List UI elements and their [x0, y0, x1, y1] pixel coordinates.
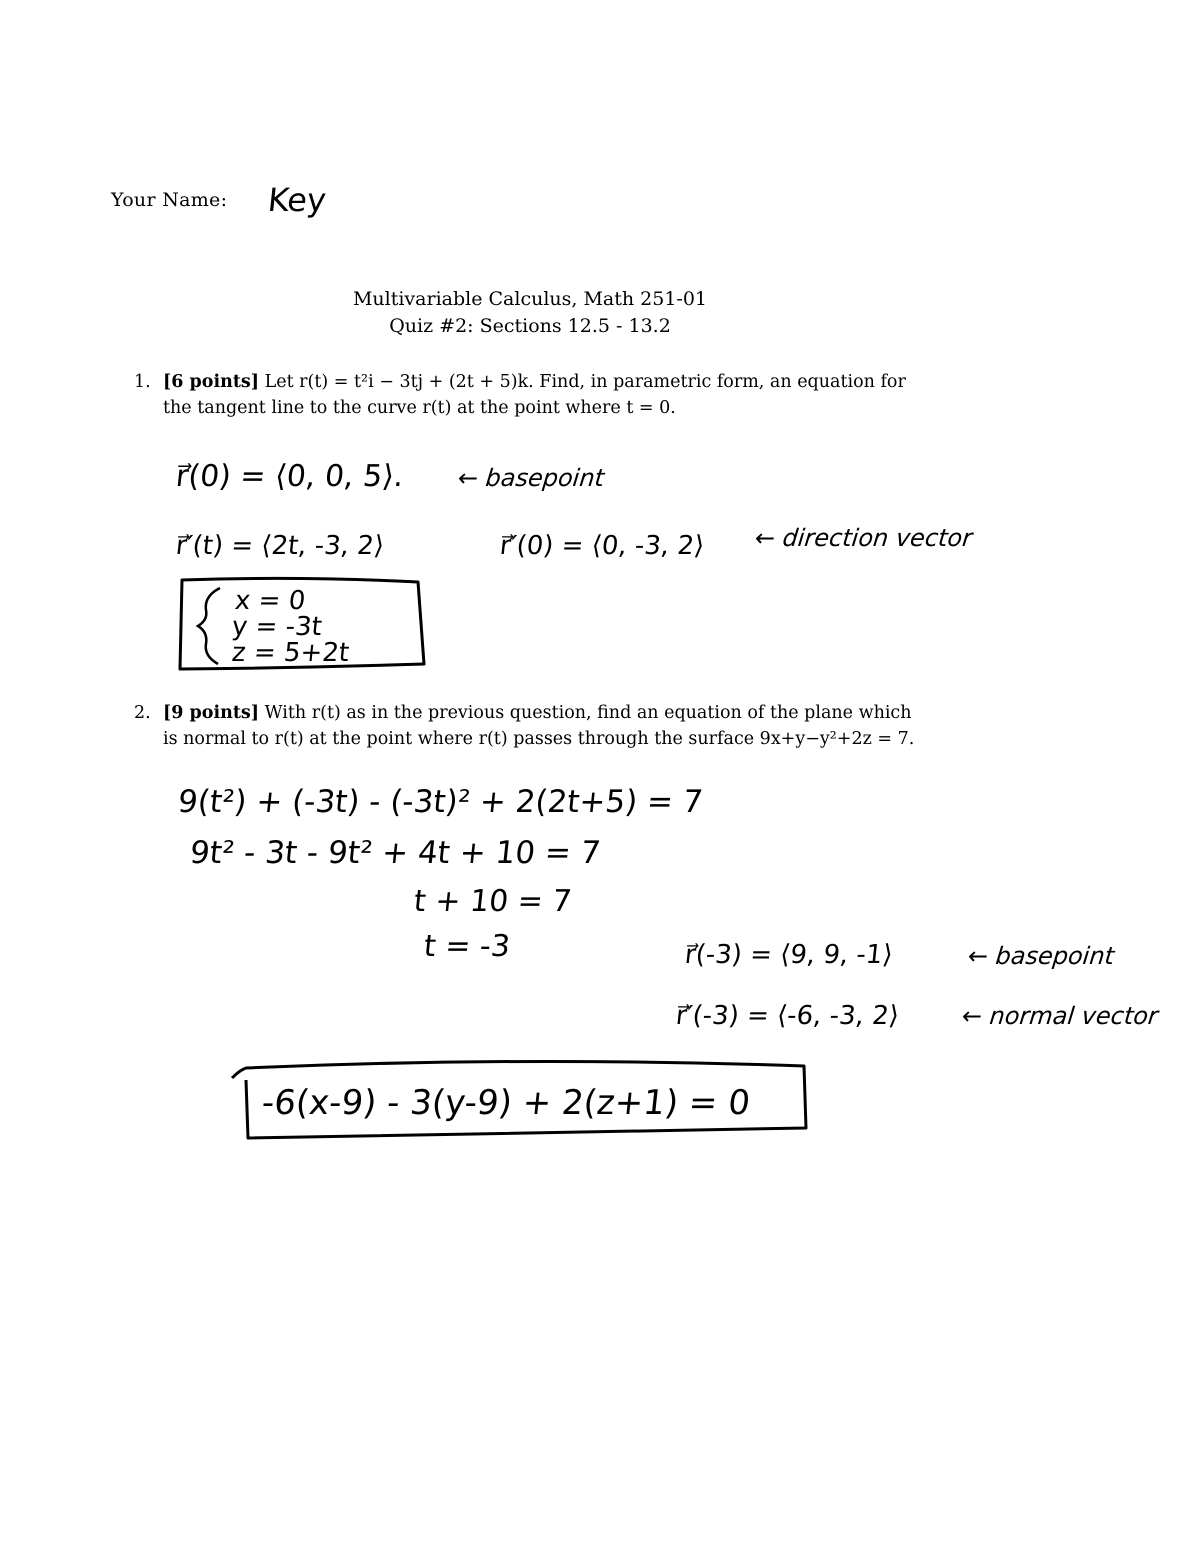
problem-1-text-2: the tangent line to the curve r(t) at the point where t = 0. [163, 398, 676, 418]
solution-1-eq-z: z = 5+2t [230, 638, 351, 668]
solution-1-rprime0: r⃗′(0) = ⟨0, -3, 2⟩ [498, 531, 706, 561]
solution-1-eq-y: y = -3t [230, 612, 324, 642]
solution-2-r-m3-note: ← basepoint [966, 942, 1116, 970]
name-label: Your Name: [111, 189, 228, 211]
solution-2-rprime-m3-note: ← normal vector [960, 1002, 1160, 1030]
name-value: Key [266, 181, 329, 219]
problem-2-text: With r(t) as in the previous question, find an equation of the plane which [259, 703, 912, 723]
solution-1-r0: r⃗(0) = ⟨0, 0, 5⟩. [174, 459, 406, 494]
problem-1-number: 1. [134, 372, 151, 392]
quiz-subtitle: Quiz #2: Sections 12.5 - 13.2 [389, 315, 671, 337]
solution-2-step-1: 9(t²) + (-3t) - (-3t)² + 2(2t+5) = 7 [176, 784, 705, 820]
course-title: Multivariable Calculus, Math 251-01 [352, 288, 708, 310]
problem-2-points: [9 points] [163, 703, 260, 723]
solution-2-answer: -6(x-9) - 3(y-9) + 2(z+1) = 0 [259, 1083, 752, 1123]
problem-2-number: 2. [134, 703, 151, 723]
solution-2-rprime-m3: r⃗′(-3) = ⟨-6, -3, 2⟩ [674, 1001, 901, 1031]
solution-1-eq-x: x = 0 [233, 586, 307, 616]
solution-2-r-m3: r⃗(-3) = ⟨9, 9, -1⟩ [683, 940, 895, 970]
problem-1 [134, 369, 964, 421]
problem-2-text-2: is normal to r(t) at the point where r(t) passes through the surface 9x+y−y²+2z = 7. [163, 729, 915, 749]
problem-2 [134, 700, 964, 752]
solution-2-step-2: 9t² - 3t - 9t² + 4t + 10 = 7 [188, 835, 603, 871]
solution-1-rprime: r⃗′(t) = ⟨2t, -3, 2⟩ [174, 531, 386, 561]
answer-1-brace [198, 588, 220, 664]
solution-1-rprime0-note: ← direction vector [753, 524, 974, 552]
solution-2-step-3: t + 10 = 7 [412, 884, 574, 919]
quiz-title [0, 286, 1060, 340]
problem-1-points: [6 points] [163, 372, 260, 392]
solution-1-r0-note: ← basepoint [456, 464, 606, 492]
solution-2-step-4: t = -3 [422, 929, 512, 964]
problem-1-text: Let r(t) = t²i − 3tj + (2t + 5)k. Find, in parametric form, an equation for [259, 372, 906, 392]
